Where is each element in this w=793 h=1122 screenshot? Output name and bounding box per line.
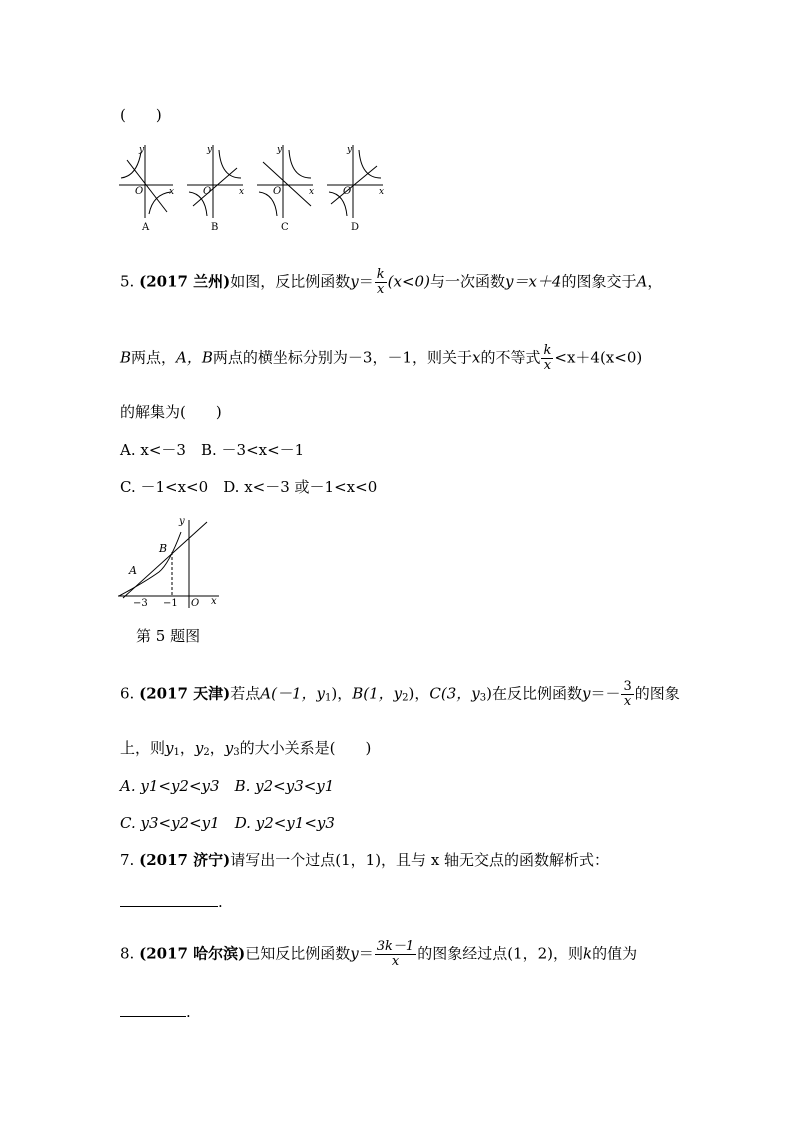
q4-label-d: D [351, 222, 360, 233]
q5-ineq-tail: <x＋4(x<0) [554, 348, 643, 367]
q7-line-1 [120, 850, 609, 870]
q4-c-o: O [273, 186, 282, 197]
q6-source: (2017 天津) [139, 684, 231, 703]
q8-frac-num: 3k－1 [376, 939, 415, 954]
q5-fig-a: A [129, 564, 137, 577]
q4-d-y: y [347, 145, 353, 155]
q8-eq: ＝ [358, 944, 374, 963]
q5-line-2 [120, 344, 642, 373]
q4-graph-b [187, 145, 243, 218]
q6-frac-den: x [623, 694, 632, 709]
q5-eq: ＝ [358, 272, 374, 291]
q6-y: y [581, 684, 591, 703]
q7-end: . [218, 893, 223, 911]
q6-point-c: C(3，y [429, 684, 480, 703]
q5-comma: ， [647, 272, 663, 291]
q5-number: 5. [120, 272, 140, 291]
q7-source: (2017 济宁) [139, 851, 231, 869]
q6-var-sub-2: 2 [203, 747, 210, 758]
q5-fig-m1: −1 [163, 598, 178, 609]
q8-line-1 [120, 940, 637, 969]
q5-text-2: 与一次函数 [429, 272, 505, 291]
q8-answer-line [120, 1000, 191, 1022]
q6-var-2: y [194, 739, 204, 757]
q6-fraction [621, 680, 633, 709]
q6-options-row-2 [120, 813, 335, 833]
q5-fig-m3: −3 [133, 598, 148, 609]
q6-sub-1: 1 [324, 692, 332, 704]
q5-frac-den: x [377, 282, 385, 297]
q4-graph-c [257, 145, 313, 218]
q5-ineq-num: k [543, 343, 552, 358]
q4-a-o: O [135, 186, 144, 197]
q4-label-b: B [211, 222, 219, 233]
q5-option-b: B. －3<x<－1 [200, 441, 305, 459]
q4-label-c: C [281, 222, 289, 233]
q5-line-1 [120, 268, 662, 297]
q4-c-x: x [309, 187, 315, 197]
q4-a-x: x [169, 187, 175, 197]
q6-line-2: 上，则$y_1$，$y_2$，$y_3$的大小关系是( ) [120, 739, 372, 758]
q4-label-a: A [142, 222, 150, 233]
q5-option-a: A. x<－3 [120, 441, 186, 459]
q4-graph-d [327, 145, 383, 218]
q5-line-3: 的解集为( ) [120, 403, 222, 421]
q4-b-x: x [239, 187, 245, 197]
q4-d-o: O [343, 186, 352, 197]
q5-y: y [350, 272, 359, 291]
q4-a-y: y [139, 145, 145, 155]
q5-point-b: B [120, 348, 132, 367]
q7-answer-line [120, 890, 223, 912]
q8-number: 8. [120, 944, 140, 963]
q4-b-y: y [207, 145, 213, 155]
q5-linear: y＝x＋4 [504, 272, 562, 291]
q6-options-row-1 [120, 776, 334, 796]
q4-answer-paren: ( ) [120, 106, 162, 124]
q8-text-3: 的值为 [592, 944, 638, 963]
q6-point-b: B(1，y [352, 684, 403, 703]
q6-text-1: 若点 [230, 684, 261, 703]
q5-text-8: 的不等式 [480, 348, 541, 367]
q8-y: y [350, 944, 359, 963]
q5-text-4: 两点， [131, 348, 177, 367]
q5-figure-caption: 第 5 题图 [136, 627, 201, 645]
q5-text-3: 的图象交于 [561, 272, 637, 291]
q8-k: k [583, 944, 593, 963]
q6-option-c: C. y3<y2<y1 [120, 814, 220, 832]
q5-fig-b: B [159, 542, 168, 555]
q7-number: 7. [120, 851, 140, 869]
q6-sub-3: 3 [479, 692, 487, 704]
q5-fig-x: x [211, 596, 217, 607]
q6-option-b: B. y2<y3<y1 [234, 777, 335, 795]
q8-source: (2017 哈尔滨) [139, 944, 246, 963]
q4-c-y: y [277, 145, 283, 155]
q5-options-row-1 [120, 440, 304, 460]
q8-fraction [375, 940, 416, 969]
q5-text-1: 如图，反比例函数 [230, 272, 351, 291]
q5-ineq-fraction [541, 344, 553, 373]
q6-var-1: y [165, 739, 174, 757]
q6-var-sub-1: 1 [173, 747, 180, 758]
q6-option-d: D. y2<y1<y3 [234, 814, 335, 832]
q8-blank[interactable] [120, 1000, 186, 1017]
q5-frac-num: k [376, 267, 385, 282]
q4-b-o: O [203, 186, 212, 197]
q6-c2: )， [408, 684, 430, 703]
q8-end: . [186, 1003, 191, 1021]
q6-point-a: A(－1，y [260, 684, 325, 703]
q6-eq: ＝－ [590, 684, 621, 703]
q5-source: (2017 兰州) [139, 272, 231, 291]
q8-frac-den: x [391, 954, 400, 969]
q4-graph-a [119, 145, 173, 218]
q5-ineq-den: x [543, 358, 552, 373]
q4-option-graphs [115, 140, 395, 235]
q6-text-2: )在反比例函数 [486, 684, 582, 703]
q4-d-x: x [379, 187, 385, 197]
q5-option-c: C. －1<x<0 [120, 478, 209, 496]
q7-text-1: 请写出一个过点(1，1)，且与 x 轴无交点的函数解析式： [230, 851, 610, 869]
q5-figure [115, 512, 230, 610]
q6-text-3: 的图象 [634, 684, 680, 703]
q6-sub-2: 2 [402, 692, 409, 704]
q6-frac-num: 3 [623, 679, 632, 694]
q5-cond: (x<0) [387, 272, 430, 291]
q5-text-6: 两点的横坐标分别为－3，－1，则关于 [212, 348, 472, 367]
q5-text-5: A，B [176, 348, 213, 367]
q5-options-row-2 [120, 477, 377, 497]
q6-line-1 [120, 680, 680, 709]
q6-c1: )， [331, 684, 353, 703]
q6-option-a: A. y1<y2<y3 [120, 777, 220, 795]
q8-text-1: 已知反比例函数 [245, 944, 351, 963]
q5-option-d: D. x<－3 或－1<x<0 [223, 478, 378, 496]
q6-var-3: y [224, 739, 234, 757]
q6-text-5: 的大小关系是( ) [239, 739, 372, 757]
q6-number: 6. [120, 684, 140, 703]
q8-text-2: 的图象经过点(1，2)，则 [417, 944, 583, 963]
q5-point-a: A [636, 272, 648, 291]
q6-var-sub-3: 3 [233, 747, 240, 758]
q5-fraction [375, 268, 387, 297]
q5-text-7: x [472, 348, 481, 367]
q5-fig-o: O [191, 598, 200, 609]
q6-text-4: 上，则 [120, 739, 166, 757]
q7-blank[interactable] [120, 890, 218, 907]
q5-fig-y: y [179, 516, 185, 527]
